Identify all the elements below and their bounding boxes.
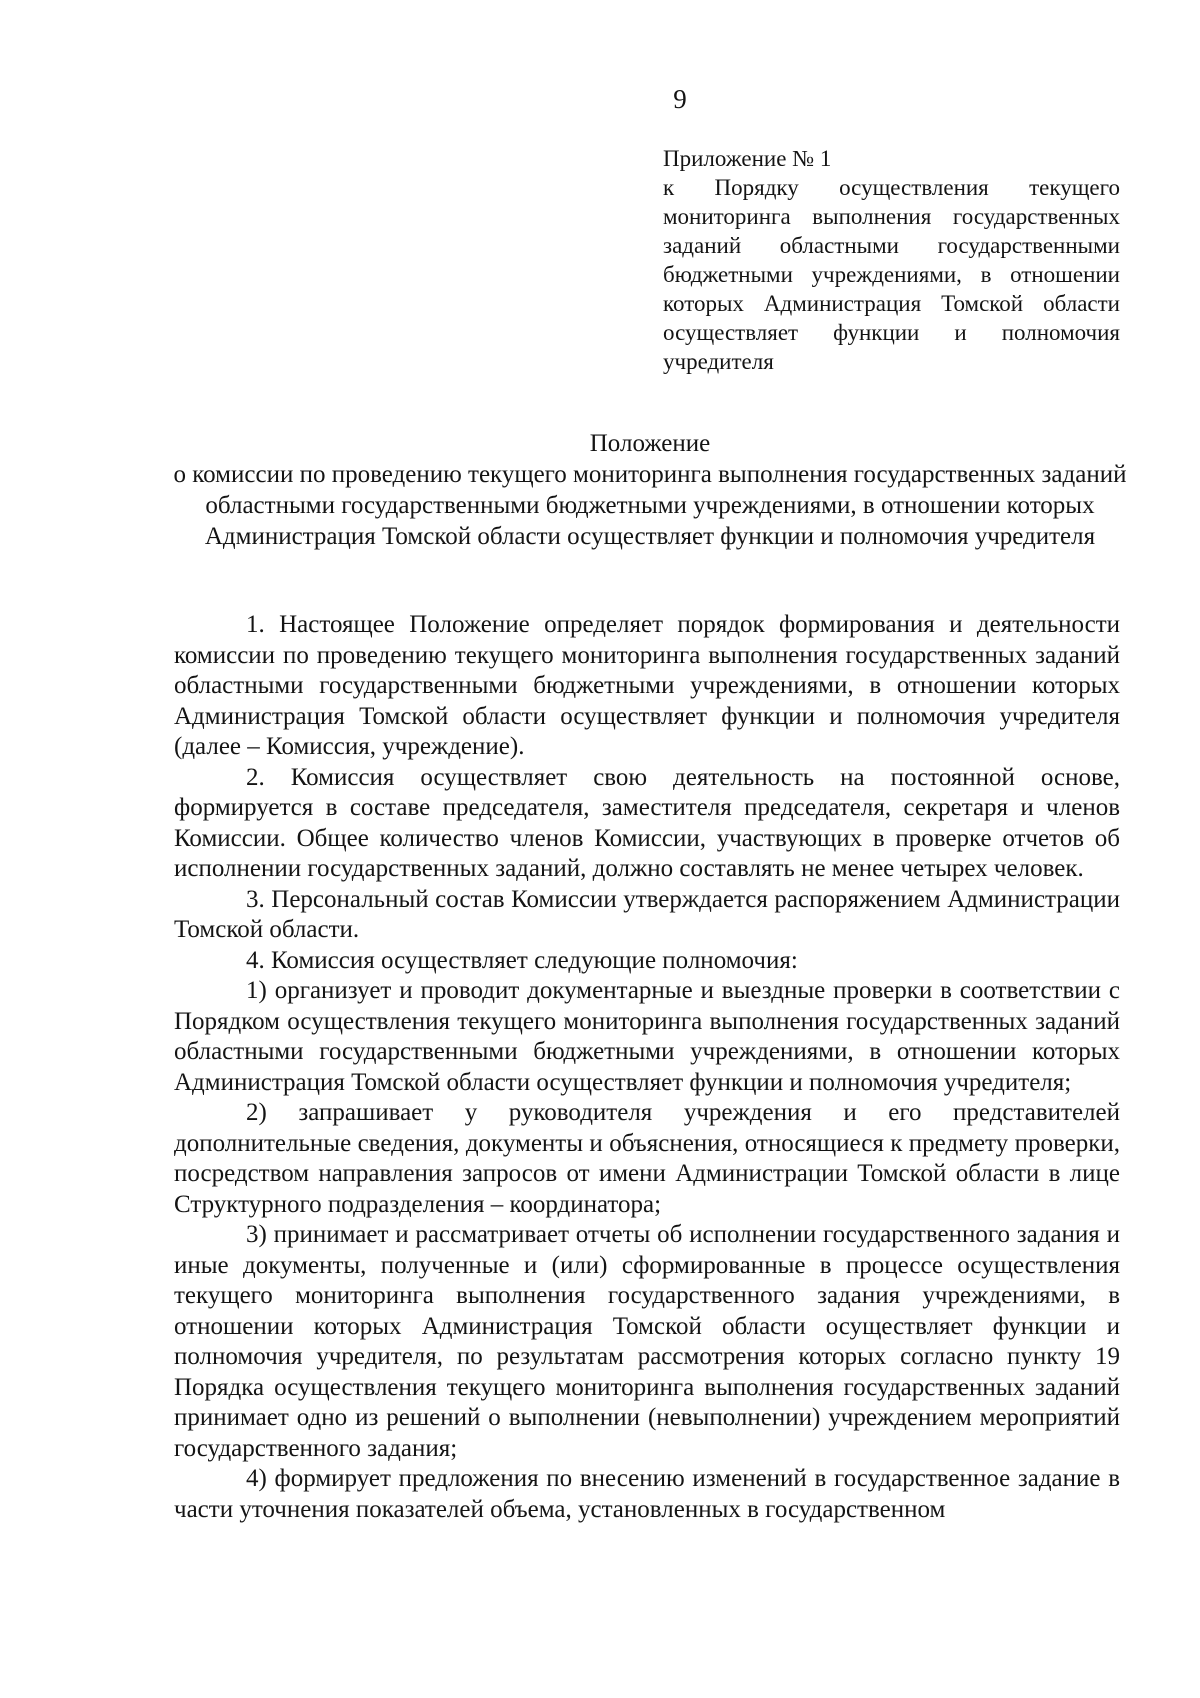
appendix-label: Приложение № 1 <box>663 146 832 171</box>
document-title <box>170 428 1130 552</box>
paragraph-3: 3. Персональный состав Комиссии утверждается распоряжением Администрации Томской области. <box>174 885 1120 943</box>
paragraph-2: 2. Комиссия осуществляет свою деятельность на постоянной основе, формируется в составе председателя, заместителя председателя, секретаря и членов Комиссии. Общее количество членов Комиссии, участвующих в проверке отчетов об исполнении государственных заданий, должно составлять не менее четырех человек. <box>174 763 1120 882</box>
subparagraph-1: 1) организует и проводит документарные и выездные проверки в соответствии с Порядком осуществления текущего мониторинга выполнения государственных заданий областными государственными бюджетными учреждениями, в отношении которых Администрация Томской области осуществляет функции и полномочия учредителя; <box>174 977 1120 1096</box>
page-number: 9 <box>673 84 687 114</box>
paragraph-1: 1. Настоящее Положение определяет порядок формирования и деятельности комиссии по проведению текущего мониторинга выполнения государственных заданий областными государственными бюджетными учреждениями, в отношении которых Администрация Томской области осуществляет функции и полномочия учредителя (далее – Комиссия, учреждение). <box>174 611 1120 760</box>
title-heading: Положение <box>589 430 711 457</box>
paragraph-4: 4. Комиссия осуществляет следующие полномочия: <box>246 946 798 974</box>
title-subtitle: о комиссии по проведению текущего мониторинга выполнения государственных заданий областными государственными бюджетными учреждениями, в отношении которых Администрация Томской области осуществляет функции и полномочия учредителя <box>173 461 1127 550</box>
appendix-text: к Порядку осуществления текущего мониторинга выполнения государственных заданий областными государственными бюджетными учреждениями, в отношении которых Администрация Томской области осуществляет функции и полномочия учредителя <box>663 175 1120 374</box>
subparagraph-3: 3) принимает и рассматривает отчеты об исполнении государственного задания и иные документы, полученные и (или) сформированные в процессе осуществления текущего мониторинга выполнения государственного задания учреждениями, в отношении которых Администрация Томской области осуществляет функции и полномочия учредителя, по результатам рассмотрения которых согласно пункту 19 Порядка осуществления текущего мониторинга выполнения государственных заданий принимает одно из решений о выполнении (невыполнении) учреждением мероприятий государственного задания; <box>174 1221 1120 1462</box>
subparagraph-4: 4) формирует предложения по внесению изменений в государственное задание в части уточнения показателей объема, установленных в государственном <box>174 1465 1120 1523</box>
document-body <box>174 610 1120 1525</box>
subparagraph-2: 2) запрашивает у руководителя учреждения и его представителей дополнительные сведения, документы и объяснения, относящиеся к предмету проверки, посредством направления запросов от имени Администрации Томской области в лице Структурного подразделения – координатора; <box>174 1099 1120 1218</box>
appendix-block <box>663 144 1120 376</box>
